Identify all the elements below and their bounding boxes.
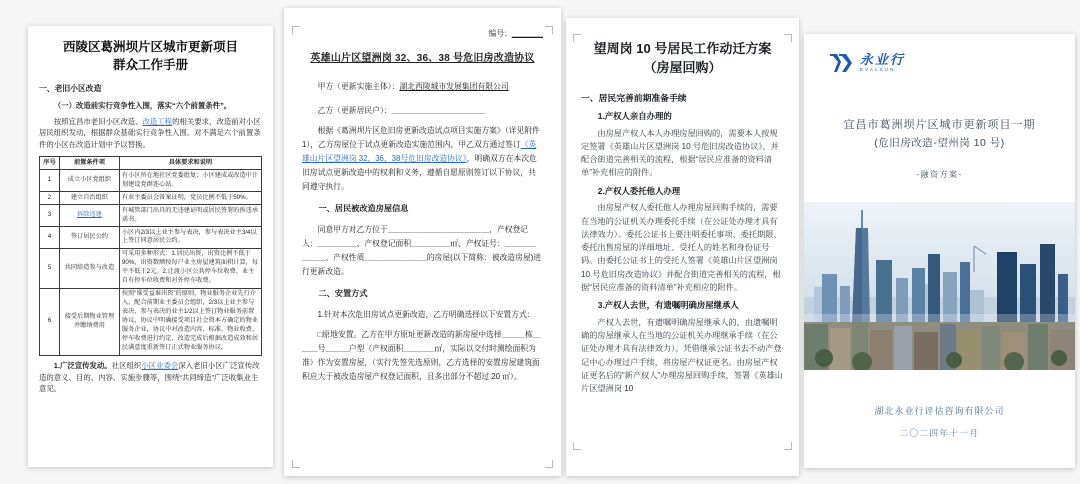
- logo-english-name: EVALSUN: [860, 67, 896, 73]
- paragraph-publicity-pre: 社区组织: [111, 360, 142, 370]
- party-b-blank: ＿＿＿＿＿＿＿＿＿＿＿＿: [391, 106, 486, 116]
- section-heading: 一、居民完善前期准备手续: [581, 92, 687, 103]
- row-detail: 小区内2/3以上业主参与表决，参与表决业主3/4以上签订同意居民公约。: [119, 227, 261, 249]
- row-no: 2: [40, 192, 60, 205]
- text-boundary-corner: [545, 26, 553, 34]
- section2-option-checkbox: □原地安置。乙方在甲方原址更新改造的新房屋中选择＿＿＿栋＿＿＿号＿＿＿户型（产权面积＿＿＿＿㎡，实际以交付时测绘面积为准）作为安置房屋，（实行先签先选原则，乙方选择的安置房屋建筑面积应大于被改造房屋产权登记面积，且多出部分不超过 20 ㎡）。: [302, 329, 541, 381]
- section-heading: 一、老旧小区改造: [39, 84, 102, 94]
- item1-heading: 1.产权人亲自办理的: [597, 110, 672, 121]
- company-logo: [828, 52, 1075, 74]
- table-header-row: [40, 157, 262, 170]
- text-boundary-corner: [292, 26, 300, 34]
- agreement-intro: [302, 124, 543, 194]
- row-item: 接受后期物业管理并缴纳费用: [59, 288, 119, 355]
- page-handbook: [28, 26, 273, 467]
- paragraph-intro: [39, 116, 262, 152]
- text-boundary-corner: [573, 442, 581, 450]
- agreement-intro-post: ，明确双方在本次危旧房试点更新改造中的权利和义务，遵循自愿原则签订以下协议，共同遵守执行。: [302, 154, 537, 192]
- paragraph-publicity-post: 深入老旧小区广泛宣传改造的意义、目的、内容、实施步骤等，围绕“共同缔造”广泛收集业主意见。: [39, 360, 260, 394]
- row-detail: 有小区所在地社区党委批复；小区建成或改造中计划建设党群连心站。: [119, 170, 261, 192]
- report-date: 二〇二四年十一月: [899, 427, 980, 438]
- row-item: 成立小区党组织: [59, 170, 119, 192]
- hyperlink-owners-committee[interactable]: 小区业委会: [141, 360, 179, 370]
- table-row: [40, 227, 262, 249]
- row-item: 签订居民公约: [59, 227, 119, 249]
- table-row: [40, 170, 262, 192]
- hyperlink-agreement-title[interactable]: 《英雄山片区望洲岗 32、36、38号危旧房改造协议》: [302, 140, 537, 164]
- page-agreement: [284, 8, 561, 476]
- section1-body: 同意甲方对乙方位于＿＿＿＿＿＿＿＿＿＿＿＿＿，产权登记人：＿＿＿＿＿、产权登记面积＿＿＿＿＿㎡、产权证号：＿＿＿＿＿＿＿、产权性质＿＿＿＿＿＿＿＿的房屋(以下简称：被改造房屋)进行更新改造。: [302, 224, 542, 277]
- cover-subtitle: -融资方案-: [916, 169, 963, 179]
- page-title-line2: （房屋回购）: [643, 59, 722, 75]
- agreement-intro-pre: 根据《葛洲坝片区危旧房更新改造试点项目实施方案》（详见附件 1），乙方房屋位于试点更新改造实施范围内，甲乙双方通过签订: [302, 126, 540, 150]
- text-boundary-corner: [573, 34, 581, 42]
- paragraph-publicity-lead: 1.广泛宣传发动。: [53, 360, 112, 370]
- paragraph-intro-post: 的相关要求，改造前对小区居民组织发动，根据群众基础实行竞争性入围。对不满足六个前置条件的小区在改造计划中予以替换。: [39, 116, 261, 150]
- doc-number: [302, 28, 543, 39]
- party-b-line: [302, 104, 543, 118]
- cover-footer: [804, 404, 1075, 439]
- page-cover-financing-plan: [804, 34, 1075, 468]
- text-boundary-corner: [545, 460, 553, 468]
- doc-number-label: 编号：: [488, 29, 512, 38]
- row-item: 建立自治组织: [59, 192, 119, 205]
- page-relocation-plan: [566, 18, 799, 476]
- row-detail: 有业主委员会备案证明，党员比例不低于50%。: [119, 192, 261, 205]
- item1-body: 由房屋产权人本人办理房屋回购的，需要本人按规定签署《英雄山片区望洲岗 10 号危旧房改造协议》，并配合街道完善相关的流程，根据“居民应准备的资料清单”补充相应的附件。: [581, 128, 779, 178]
- row-no: 3: [40, 205, 60, 227]
- text-boundary-corner: [784, 34, 792, 42]
- row-item: 共同缔造参与改造: [59, 248, 119, 288]
- company-name: 湖北永业行评估咨询有限公司: [874, 405, 1005, 416]
- col-header-no: 序号: [40, 157, 60, 170]
- col-header-item: 前置条件项: [59, 157, 119, 170]
- page-title: 英雄山片区望洲岗 32、36、38 号危旧房改造协议: [310, 53, 535, 64]
- party-a-label: 甲方（更新实施主体）：: [317, 82, 400, 91]
- row-no: 4: [40, 227, 60, 249]
- table-row: [40, 248, 262, 288]
- party-b-label: 乙方（更新居民户）：: [317, 106, 392, 116]
- row-detail: 可采用多种形式：1.居民出资，出资比例不低于90%，出资数额按每户业主房屋建筑面积计算，每平不低于2元。2.让渡小区公共停车位收费、业主自有停车位收费和对外停车收费。: [119, 248, 261, 288]
- table-row: [40, 288, 262, 355]
- cover-title-line2: (危旧房改造-望州岗 10 号): [874, 136, 1005, 149]
- logo-text-block: [860, 53, 905, 73]
- preconditions-table: [39, 156, 262, 356]
- paragraph-intro-pre: 按照宜昌市老旧小区改造、: [53, 116, 143, 126]
- party-a-value: 湖北西陵城市发展集团有限公司: [399, 82, 509, 91]
- row-detail: 有城管部门出具的无违建证明或居民签署的拆违承诺书。: [119, 205, 261, 227]
- row-item-link[interactable]: 拆除违建: [59, 205, 119, 227]
- page-title-line1: 望周岗 10 号居民工作动迁方案: [593, 41, 772, 56]
- yongyehang-logo-icon: [828, 52, 854, 74]
- table-row: [40, 192, 262, 205]
- page-title: [39, 38, 262, 74]
- page-title: [581, 40, 784, 78]
- item2-heading: 2.产权人委托他人办理: [597, 185, 681, 196]
- col-header-detail: 具体要求和说明: [119, 157, 261, 170]
- city-skyline-photo: [804, 202, 1075, 370]
- table-row: [40, 205, 262, 227]
- row-no: 6: [40, 288, 60, 355]
- page-title-line2: 群众工作手册: [112, 58, 188, 73]
- row-no: 1: [40, 170, 60, 192]
- row-detail: 按照“谁受益谁出资”的原则，物业服务企业先行介入，配合前期业主委员会组织，2/3以上业主参与表决，参与表决的业主1/2以上签订物业服务前置协议，协议中明确接受项目社会资本方确定的物业服务企业，协议中对改造内容、标准、物业收费、停车收费进行约定，改造完成后根据改造成效和居民满意度重新签订正式物业服务协议。: [119, 288, 261, 355]
- page-title-line1: 西陵区葛洲坝片区城市更新项目: [62, 40, 238, 54]
- logo-chinese-name: 永业行: [860, 52, 906, 68]
- section2-heading: 二、安置方式: [318, 289, 368, 299]
- text-boundary-corner: [784, 442, 792, 450]
- paragraph-publicity: [39, 360, 262, 396]
- paragraph-precondition: （一）改造前实行竞争性入围，落实“六个前置条件”。: [53, 100, 232, 110]
- cover-title: [804, 116, 1075, 153]
- item3-body: 产权人去世，有遗嘱明确房屋继承人的，由遗嘱明确的房屋继承人在当地的公证机关办理继承手续（在公证处办理才具有法律效力）。凭借继承公证书去不动产登记中心办理过户手续，将房屋产权证更名。由房屋产权证更名后的“新产权人”办理房屋回购手续，签署《英雄山片区望洲岗 10: [581, 317, 783, 394]
- party-a-line: [302, 80, 543, 94]
- cover-title-line1: 宜昌市葛洲坝片区城市更新项目一期: [843, 119, 1036, 131]
- item3-heading: 3.产权人去世，有遗嘱明确房屋继承人: [597, 300, 739, 311]
- item2-body: 由房屋产权人委托他人办理房屋回购手续的，需要在当地的公证机关办理委托手续（在公证处办理才具有法律效力）。委托公证书上要注明委托事项、委托期限、委托出售房屋的详细地址、受托人的姓名和身份证号码。由委托公证书上的受托人签署《英雄山片区望洲岗 10 号危旧房改造协议》并配合街道完善相关的流程，根据“居民应准备的资料清单”补充相应的附件。: [581, 203, 782, 292]
- section1-heading: 一、居民被改造房屋信息: [318, 204, 409, 214]
- hyperlink-reno-project[interactable]: 改造工程: [142, 116, 173, 126]
- doc-number-blank: ＿＿＿＿: [511, 29, 543, 38]
- section2-item1: 1.针对本次危旧房试点更新改造，乙方明确选择以下安置方式：: [317, 309, 535, 319]
- text-boundary-corner: [292, 460, 300, 468]
- row-no: 5: [40, 248, 60, 288]
